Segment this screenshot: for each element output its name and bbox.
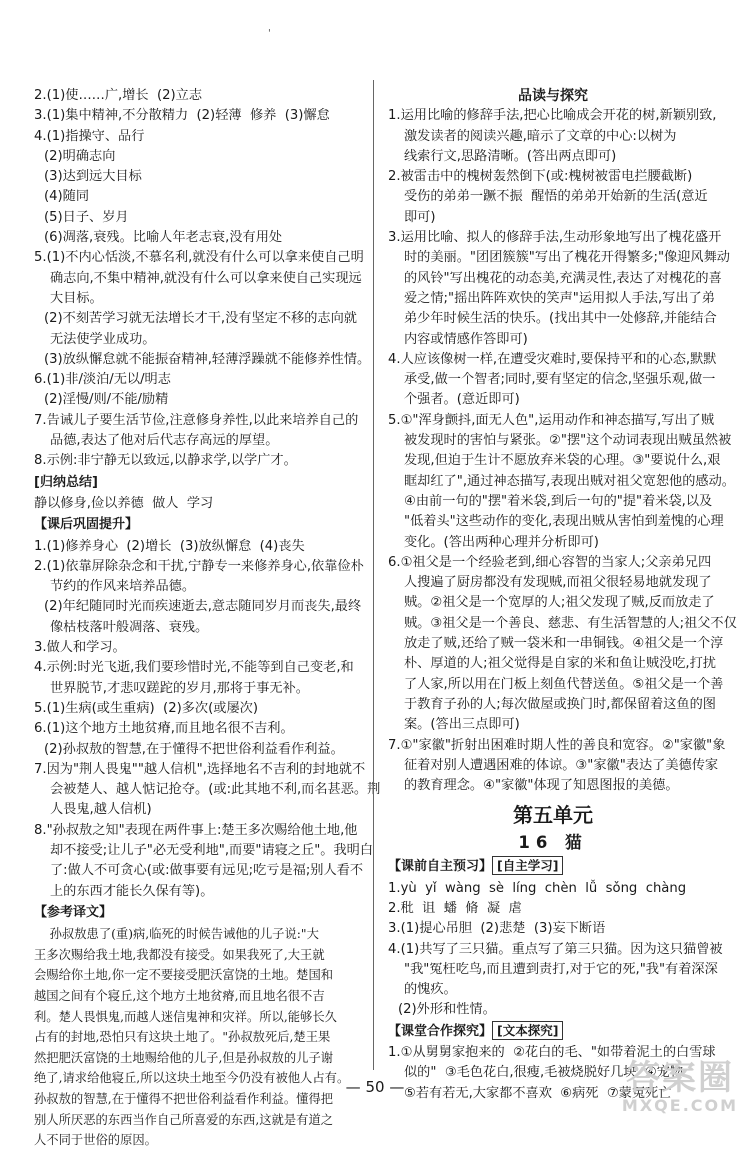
section-heading: 【参考译文】 — [34, 904, 113, 920]
answer-line: (2)不刻苦学习就无法增长才干,没有坚定不移的志向就 — [44, 311, 357, 327]
answer-line: (3)放纵懈怠就不能振奋精神,轻薄浮躁就不能修养性情。 — [44, 351, 371, 367]
translation-line: 别人所厌恶的东西当作自己所喜爱的东西,这就是有道之 — [34, 1112, 334, 1127]
answer-line: 静以修身,俭以养德 做人 学习 — [34, 495, 214, 511]
answer-line: 变化。(答出两种心理并分析即可) — [404, 534, 599, 550]
translation-line: 然把肥沃富饶的土地赐给他的儿子,但是孙叔敖的儿子谢 — [34, 1050, 334, 1065]
watermark-text: 答案圈 — [626, 1058, 734, 1098]
answer-line: 承受,做一个智者;同时,要有坚定的信念,坚强乐观,做一 — [404, 372, 716, 388]
answer-line: 于教育子孙的人;每次做屋或换门时,都保留着这鱼的图 — [404, 696, 716, 712]
unit-title: 第五单元 — [513, 803, 593, 828]
answer-line: 贼。②祖父是一个宽厚的人;祖父发现了贼,反而放走了 — [404, 595, 715, 611]
answer-line: 激发读者的阅读兴趣,暗示了文章的中心:以树为 — [404, 128, 677, 144]
translation-line: 孙叔敖的智慧,在于懂得不把世俗利益看作利益。懂得把 — [34, 1091, 334, 1106]
answer-line: 世界脱节,才悲叹蹉跎的岁月,那将于事无补。 — [50, 680, 309, 696]
answer-line: 2.(1)依靠屏除杂念和干扰,宁静专一来修养身心,依靠俭朴 — [34, 558, 364, 574]
answer-line: 无法使学业成功。 — [50, 331, 156, 347]
watermark-logo — [616, 1060, 744, 1126]
answer-line: (4)随同 — [44, 189, 90, 205]
answer-line: (5)日子、岁月 — [44, 209, 129, 225]
answer-line: 4.示例:时光飞逝,我们要珍惜时光,不能等到自己变老,和 — [34, 660, 354, 676]
answer-line: 弟少年时候生活的快乐。(找出其中一处修辞,并能结合 — [404, 311, 717, 327]
answer-line: ④由前一句的"摆"着米袋,到后一句的"提"着米袋,以及 — [404, 493, 713, 509]
answer-line: 像枯枝落叶般凋落、衰残。 — [50, 619, 209, 635]
answer-line: (2)外形和性情。 — [398, 1002, 496, 1018]
answer-line: 了:做人不可贪心(或:做事要有远见;吃亏是福;别人看不 — [50, 863, 364, 879]
translation-line: 占有的封地,恐怕只有这块土地了。"孙叔敖死后,楚王果 — [34, 1030, 331, 1045]
answer-line: 人搜遍了厨房都没有发现贼,而祖父很轻易地就发现了 — [404, 575, 712, 591]
top-mark: ' — [268, 28, 271, 39]
answer-line: (2)年纪随同时光而疾速逝去,意志随同岁月而丧失,最终 — [44, 599, 362, 615]
translation-line: 绝了,请求给他寝丘,所以这块土地至今仍没有被他人占有。 — [34, 1071, 350, 1086]
answer-line: (3)达到远大目标 — [44, 169, 142, 185]
reference-translation — [34, 924, 364, 1151]
section-heading: [自主学习] — [492, 856, 563, 875]
answer-line: 3.运用比喻、拟人的修辞手法,生动形象地写出了槐花盛开 — [388, 230, 722, 246]
column-divider — [373, 80, 374, 1070]
answer-line: 5.(1)生病(或生重病) (2)多次(或屡次) — [34, 700, 258, 716]
answer-line: 节约的作风来培养品德。 — [50, 579, 196, 595]
answer-line: 却不接受;让儿子"必无受利地",而要"请寝之丘"。我明白 — [50, 842, 374, 858]
answer-line: 的风铃"写出槐花的动态美,充满灵性,表达了对槐花的喜 — [404, 270, 722, 286]
answer-line: 确志向,不集中精神,就没有什么可以拿来使自己实现远 — [50, 270, 362, 286]
answer-line: 内容或情感作答即可) — [404, 331, 528, 347]
answer-line: 爱之情;"摇出阵阵欢快的笑声"运用拟人手法,写出了弟 — [404, 290, 715, 306]
answer-line: 4.人应该像树一样,在遭受灾难时,要保持平和的心态,默默 — [388, 351, 717, 367]
answer-line: 受伤的弟弟一蹶不振 醒悟的弟弟开始新的生活(意近 — [404, 189, 708, 205]
answer-line: 2.被雷击中的槐树轰然倒下(或:槐树被雷电拦腰截断) — [388, 169, 693, 185]
answer-line: 会被楚人、越人惦记抢夺。(或:此其地不利,而名甚恶。荆 — [50, 782, 381, 798]
answer-line: 上的东西才能长久保有等)。 — [50, 883, 214, 899]
answer-line: 8.示例:非宁静无以致远,以静求学,以学广才。 — [34, 453, 297, 469]
answer-line: 5.①"浑身颤抖,面无人色",运用动作和神态描写,写出了贼 — [388, 412, 715, 428]
answer-line: 品德,表达了他对后代志存高远的厚望。 — [50, 433, 279, 449]
answer-line: 个强者。(意近即可) — [404, 392, 520, 408]
answer-line: 6.(1)非/淡泊/无以/明志 — [34, 372, 171, 388]
answer-line: 即可) — [404, 209, 436, 225]
answer-line: 3.(1)提心吊胆 (2)悲楚 (3)妄下断语 — [388, 921, 606, 937]
answer-line: 7.①"家徽"折射出困难时期人性的善良和宽容。②"家徽"象 — [388, 737, 726, 753]
answer-line: 的愧疚。 — [404, 982, 457, 998]
answer-line: 2.秕 诅 蟠 脩 凝 虐 — [388, 900, 522, 916]
answer-line: 1.①从舅舅家抱来的 ②花白的毛、"如带着泥土的白雪球 — [388, 1045, 716, 1061]
answer-line: 4.(1)指操守、品行 — [34, 128, 145, 144]
answer-line: 了人家,所以用在门板上刻鱼代替送鱼。⑤祖父是一个善 — [404, 676, 724, 692]
answer-line: 7.告诫儿子要生活节俭,注意修身养性,以此来培养自己的 — [34, 412, 359, 428]
answer-line: (2)明确志向 — [44, 148, 116, 164]
answer-line: 6.(1)这个地方土地贫瘠,而且地名很不吉利。 — [34, 721, 294, 737]
answer-line: 眶却红了",通过神态描写,表现出贼对祖父宽恕他的感动。 — [404, 473, 735, 489]
watermark-url: MXQE.COM — [621, 1096, 739, 1115]
answer-line: 案。(答出三点即可) — [404, 717, 520, 733]
answer-line: 3.(1)集中精神,不分散精力 (2)轻薄 修养 (3)懈怠 — [34, 108, 330, 124]
section-heading: 【课堂合作探究】 — [388, 1023, 493, 1039]
translation-line: 越国之间有个寝丘,这个地方土地贫瘠,而且地名很不吉 — [34, 988, 325, 1003]
answer-line: 的教育理念。④"家徽"体现了知恩图报的美德。 — [404, 778, 679, 794]
answer-line: 5.(1)不内心恬淡,不慕名利,就没有什么可以拿来使自己明 — [34, 250, 364, 266]
answer-line: 被发现时的害怕与紧张。②"摆"这个动词表现出贼虽然被 — [404, 433, 732, 449]
right-column — [388, 86, 737, 1104]
answer-line: 8."孙叔敖之知"表现在两件事上:楚王多次赐给他土地,他 — [34, 822, 358, 838]
answer-line: 似的" ③毛色花白,很瘦,毛被烧脱好几块 ④宠物 — [404, 1065, 684, 1081]
answer-line: 贼。③祖父是一个善良、慈悲、有生活智慧的人;祖父不仅 — [404, 615, 737, 631]
answer-line: 放走了贼,还给了贼一袋米和一串铜钱。④祖父是一个淳 — [404, 636, 724, 652]
answer-line: 征着对别人遭遇困难的体谅。③"家徽"表达了美德传家 — [404, 757, 719, 773]
answer-line: ⑤若有若无,大家都不喜欢 ⑥病死 ⑦蒙冤死亡 — [404, 1085, 672, 1101]
answer-line: (2)孙叔敖的智慧,在于懂得不把世俗利益看作利益。 — [44, 741, 344, 757]
answer-line: "低着头"这些动作的变化,表现出贼从害怕到羞愧的心理 — [404, 514, 724, 530]
answer-line: 6.①祖父是一个经验老到,细心容智的当家人;父亲弟兄四 — [388, 554, 712, 570]
answer-line: (6)凋落,衰残。比喻人年老志衰,没有用处 — [44, 230, 283, 246]
answer-line: 大目标。 — [50, 290, 103, 306]
translation-line: 会赐给你土地,你一定不要接受肥沃富饶的土地。楚国和 — [34, 968, 334, 983]
translation-line: 王多次赐给我土地,我都没有接受。如果我死了,大王就 — [34, 947, 325, 962]
section-heading: [归纳总结] — [34, 474, 98, 490]
section-title: 品读与探究 — [518, 88, 588, 104]
page-number: 50 — [365, 1078, 385, 1096]
answer-line: 发现,但迫于生计不愿放弃米袋的心理。③"要说什么,艰 — [404, 453, 721, 469]
section-heading: 【课后巩固提升】 — [34, 517, 139, 533]
lesson-title: 16 猫 — [518, 833, 588, 853]
answer-line: 时的美丽。"团团簇簇"写出了槐花开得繁多;"像迎风舞动 — [404, 250, 730, 266]
page-number-footer: — 50 — — [345, 1078, 405, 1096]
answer-line: 2.(1)使……广,增长 (2)立志 — [34, 88, 203, 103]
translation-line: 人不同于世俗的原因。 — [34, 1133, 157, 1148]
answer-line: 4.(1)共写了三只猫。重点写了第三只猫。因为这只猫曾被 — [388, 941, 723, 957]
answer-line: "我"冤枉吃鸟,而且遭到责打,对于它的死,"我"有着深深 — [404, 961, 718, 977]
section-heading: 【课前自主预习】 — [388, 859, 493, 875]
section-heading: [文本探究] — [492, 1021, 563, 1040]
answer-line: 3.做人和学习。 — [34, 640, 126, 656]
answer-line: 人畏鬼,越人信机) — [50, 802, 152, 818]
answer-line: 1.运用比喻的修辞手法,把心比喻成会开花的树,新颖别致, — [388, 108, 717, 124]
translation-line: 孙叔敖患了(重)病,临死的时候告诫他的儿子说:"大 — [34, 927, 319, 942]
answer-line: 线索行文,思路清晰。(答出两点即可) — [404, 148, 617, 164]
answer-line: 1.yù yǐ wàng sè líng chèn lǚ sǒng chàng — [388, 880, 687, 896]
answer-line: 朴、厚道的人;祖父觉得是自家的米和鱼让贼没吃,打扰 — [404, 656, 716, 672]
answer-line: (2)淫慢/则/不能/励精 — [44, 392, 169, 408]
answer-line: 7.因为"荆人畏鬼""越人信机",选择地名不吉利的封地就不 — [34, 761, 366, 777]
translation-line: 利。楚人畏惧鬼,而越人迷信鬼神和灾祥。所以,能够长久 — [34, 1009, 337, 1024]
answer-line: 1.(1)修养身心 (2)增长 (3)放纵懈怠 (4)丧失 — [34, 538, 305, 554]
